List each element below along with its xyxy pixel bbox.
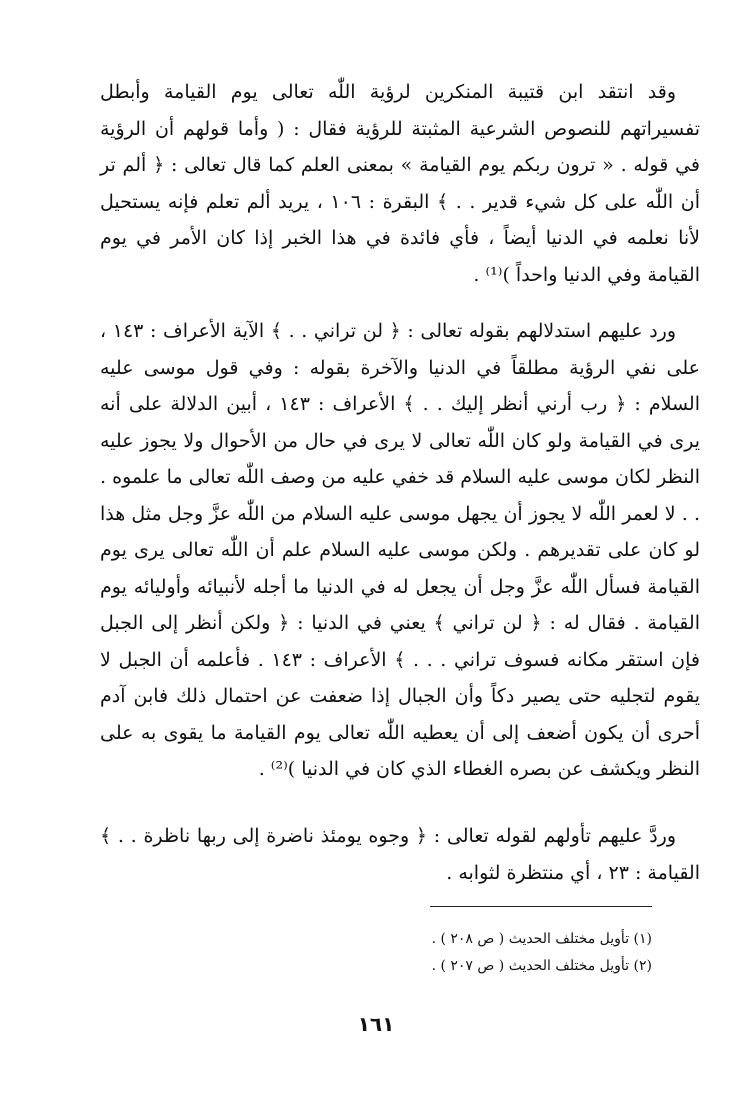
paragraph-text: وقد انتقد ابن قتيبة المنكرين لرؤية اللّٰه تعالى يوم القيامة وأبطل تفسيراتهم للنصوص الشرعية المثبتة للرؤية فقال : ( وأما قولهم أن الرؤية في قوله . « ترون ربكم يوم القيامة » بمعنى العلم كما قال تعالى : ﴿ ألم تر أن اللّٰه على كل شيء قدير . . ﴾ البقرة : ١٠٦ ، يريد ألم تعلم فإنه يستحيل لأنا نعلمه في الدنيا أيضاً ، فأي فائدة في هذا الخبر إذا كان الأمر في يوم القيامة وفي الدنيا واحداً )⁽¹⁾ . [100, 81, 701, 286]
footnotes [300, 926, 652, 980]
page-number: ١٦١ [357, 1012, 395, 1036]
paragraph-nadhira-response [100, 818, 700, 891]
paragraph-lan-tarani-response [100, 313, 700, 788]
footnote-divider [430, 906, 652, 907]
footnote-1: (١) تأويل مختلف الحديث ( ص ٢٠٨ ) . [431, 931, 652, 947]
paragraph-text: وردَّ عليهم تأولهم لقوله تعالى : ﴿ وجوه يومئذ ناضرة إلى ربها ناظرة . . ﴾ القيامة : ٢٣ ، أي منتظرة لثوابه . [100, 825, 700, 884]
paragraph-text: ورد عليهم استدلالهم بقوله تعالى : ﴿ لن تراني . . ﴾ الآية الأعراف : ١٤٣ ، على نفي الرؤية مطلقاً في الدنيا والآخرة بقوله : وفي قول موسى عليه السلام : ﴿ رب أرني أنظر إليك . . ﴾ الأعراف : ١٤٣ ، أبين الدلالة على أنه يرى في القيامة ولو كان اللّٰه تعالى لا يرى في حال من الأحوال ولا يجوز عليه النظر لكان موسى عليه السلام قد خفي عليه من وصف اللّٰه تعالى ما علموه . . . لا لعمر اللّٰه لا يجوز أن يجهل موسى عليه السلام من اللّٰه عزَّ وجل مثل هذا لو كان على تقديرهم . ولكن موسى عليه السلام علم أن اللّٰه تعالى يرى يوم القيامة فسأل اللّٰه عزَّ وجل أن يجعل له في الدنيا ما أجله لأنبيائه وأوليائه يوم القيامة . فقال له : ﴿ لن تراني ﴾ يعني في الدنيا : ﴿ ولكن أنظر إلى الجبل فإن استقر مكانه فسوف تراني . . . ﴾ الأعراف : ١٤٣ . فأعلمه أن الجبل لا يقوم لتجليه حتى يصير دكاً وأن الجبال إذا ضعفت عن احتمال ذلك فابن آدم أحرى أن يكون أضعف إلى أن يعطيه اللّٰه تعالى يوم القيامة ما يقوى به على النظر ويكشف عن بصره الغطاء الذي كان في الدنيا )⁽²⁾ . [100, 320, 700, 780]
footnote-2: (٢) تأويل مختلف الحديث ( ص ٢٠٧ ) . [431, 958, 652, 974]
paragraph-ibn-qutaybah-critique [100, 74, 700, 293]
